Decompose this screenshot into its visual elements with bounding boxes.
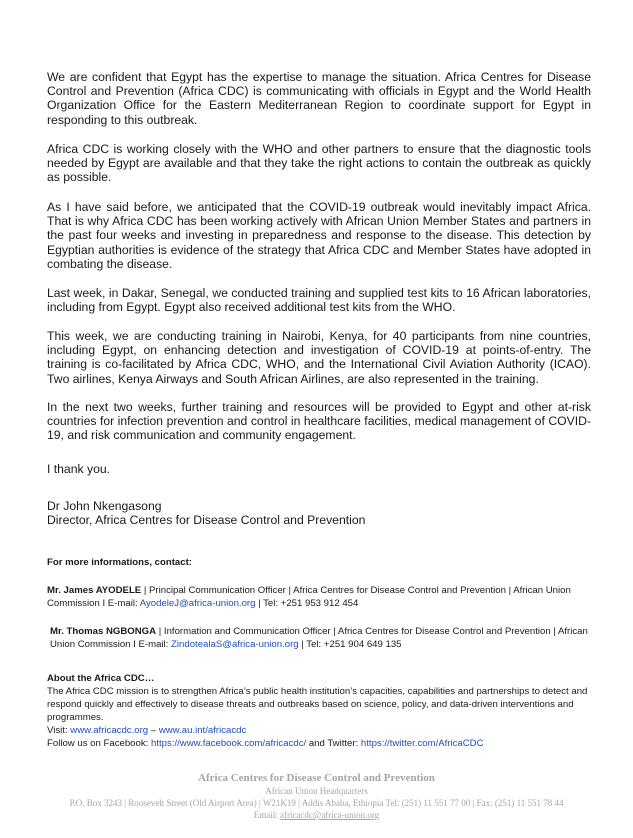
visit-label: Visit: [47, 725, 71, 736]
about-text: The Africa CDC mission is to strengthen Africa’s public health institution’s capacities, capabilities and partnerships to detect and respond quickly and effectively to disease threats and outbreaks based on science, policy, and data-driven interventions and programmes. [47, 686, 588, 723]
contact-phone: | Tel: +251 953 912 454 [255, 598, 359, 609]
paragraph-diagnostic-tools: Africa CDC is working closely with the WHO and other partners to ensure that the diagnostic tools needed by Egypt are available and that they take the right actions to contain the outbreak as quickly as possible. [47, 142, 591, 185]
twitter-label: and Twitter: [306, 738, 361, 749]
signatory-title: Director, Africa Centres for Disease Control and Prevention [47, 513, 366, 528]
facebook-label: Follow us on Facebook: [47, 738, 151, 749]
paragraph-preparedness: As I have said before, we anticipated that the COVID-19 outbreak would inevitably impact Africa. That is why Africa CDC has been working actively with African Union Member States and partners in the past four weeks and investing in preparedness and response to the disease. This detection by Egyptian authorities is evidence of the strategy that Africa CDC and Member States have adopted in combating the disease. [47, 200, 591, 271]
footer-email-link[interactable]: africacdc@africa-union.org [279, 810, 380, 820]
contact-james-ayodele [47, 584, 595, 610]
site-separator: – [148, 725, 159, 736]
contact-thomas-ngbonga [50, 625, 595, 651]
contact-details: | Information and Communication Officer | Africa Centres for Disease Control and Prevention | African Union Commission I E-mail: [50, 626, 588, 650]
africacdc-website-link[interactable]: www.africacdc.org [70, 725, 149, 736]
paragraph-next-two-weeks: In the next two weeks, further training and resources will be provided to Egypt and other at-risk countries for infection prevention and control in healthcare facilities, medical management of COVID-19, and risk communication and community engagement. [47, 400, 591, 443]
contact-details: | Principal Communication Officer | Africa Centres for Disease Control and Prevention | African Union Commission I E-mail: [47, 585, 571, 609]
about-heading: About the Africa CDC… [47, 673, 155, 684]
contact-email-link[interactable]: AyodeleJ@africa-union.org [139, 598, 256, 609]
footer-email-line [0, 810, 633, 820]
facebook-link[interactable]: https://www.facebook.com/africacdc/ [151, 738, 307, 749]
paragraph-dakar-training: Last week, in Dakar, Senegal, we conducted training and supplied test kits to 16 African laboratories, including from Egypt. Egypt also received additional test kits from the WHO. [47, 286, 591, 315]
contact-heading: For more informations, contact: [47, 557, 192, 568]
footer-address: P.O. Box 3243 | Roosevelt Street (Old Airport Area) | W21K19 | Addis Ababa, Ethiopia Tel: (251) 11 551 77 00 | Fax: (251) 11 551 78 44 [69, 798, 564, 808]
footer-organization: Africa Centres for Disease Control and Prevention [198, 772, 435, 784]
signatory-name: Dr John Nkengasong [47, 499, 162, 513]
follow-line [47, 737, 595, 750]
footer-email-label: Email: [253, 810, 280, 820]
paragraph-egypt-expertise: We are confident that Egypt has the expertise to manage the situation. Africa Centres for Disease Control and Prevention (Africa CDC) is communicating with officials in Egypt and the World Health Organization Office for the Eastern Mediterranean Region to coordinate support for Egypt in responding to this outbreak. [47, 70, 591, 127]
contact-phone: | Tel: +251 904 649 135 [298, 639, 402, 650]
paragraph-nairobi-training: This week, we are conducting training in Nairobi, Kenya, for 40 participants from nine countries, including Egypt, on enhancing detection and investigation of COVID-19 at points-of-entry. The training is co-facilitated by Africa CDC, WHO, and the International Civil Aviation Authority (ICAO). Two airlines, Kenya Airways and South African Airlines, are also represented in the training. [47, 329, 591, 386]
visit-line [47, 724, 595, 737]
au-website-link[interactable]: www.au.int/africacdc [158, 725, 247, 736]
contact-name: Mr. James AYODELE [47, 585, 142, 596]
footer-headquarters: African Union Headquarters [265, 786, 368, 796]
contact-name: Mr. Thomas NGBONGA [50, 626, 157, 637]
about-section [47, 672, 595, 750]
signature-block [47, 499, 591, 527]
twitter-link[interactable]: https://twitter.com/AfricaCDC [360, 738, 484, 749]
closing-thanks: I thank you. [47, 462, 111, 476]
contact-email-link[interactable]: ZindotealaS@africa-union.org [171, 639, 299, 650]
